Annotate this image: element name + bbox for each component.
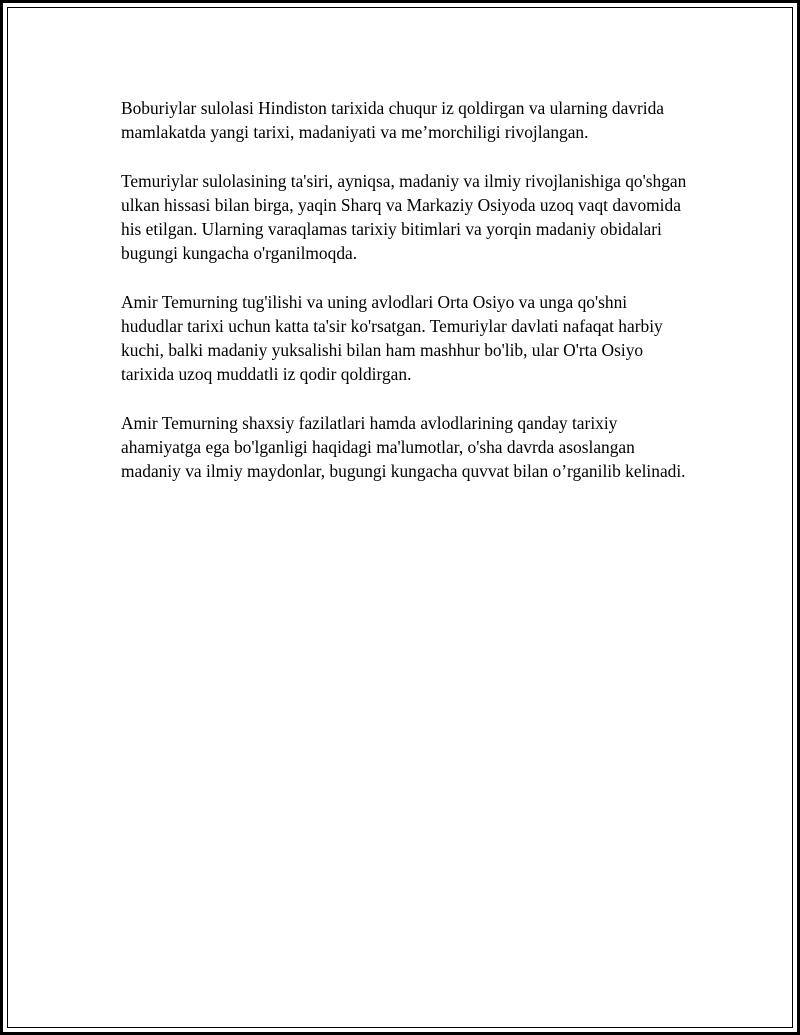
paragraph-boburiylar: Boburiylar sulolasi Hindiston tarixida chuqur iz qoldirgan va ularning davrida mamlakatda yangi tarixi, madaniyati va me’morchiligi rivojlangan. — [121, 98, 665, 143]
paragraph-temuriylar-tasiri: Temuriylar sulolasining ta'siri, ayniqsa, madaniy va ilmiy rivojlanishiga qo'shgan ulkan hissasi bilan birga, yaqin Sharq va Markaziy Osiyoda uzoq vaqt davomida his etilgan. Ularning varaqlamas tarixiy bitimlari va yorqin madaniy obidalari bugungi kungacha o'rganilmoqda. — [121, 170, 687, 264]
document-body — [121, 96, 691, 507]
paragraph-amir-temur-avlodlari: Amir Temurning tug'ilishi va uning avlodlari Orta Osiyo va unga qo'shni hududlar tarixi uchun katta ta'sir ko'rsatgan. Temuriylar davlati nafaqat harbiy kuchi, balki madaniy yuksalishi bilan ham mashhur bo'lib, ular O'rta Osiyo tarixida uzoq muddatli iz qodir qoldirgan. — [121, 291, 663, 385]
paragraph-amir-temur-fazilatlari: Amir Temurning shaxsiy fazilatlari hamda avlodlarining qanday tarixiy ahamiyatga ega bo'lganligi haqidagi ma'lumotlar, o'sha davrda asoslangan madaniy va ilmiy maydonlar, bugungi kungacha quvvat bilan o’rganilib kelinadi. — [121, 412, 686, 481]
